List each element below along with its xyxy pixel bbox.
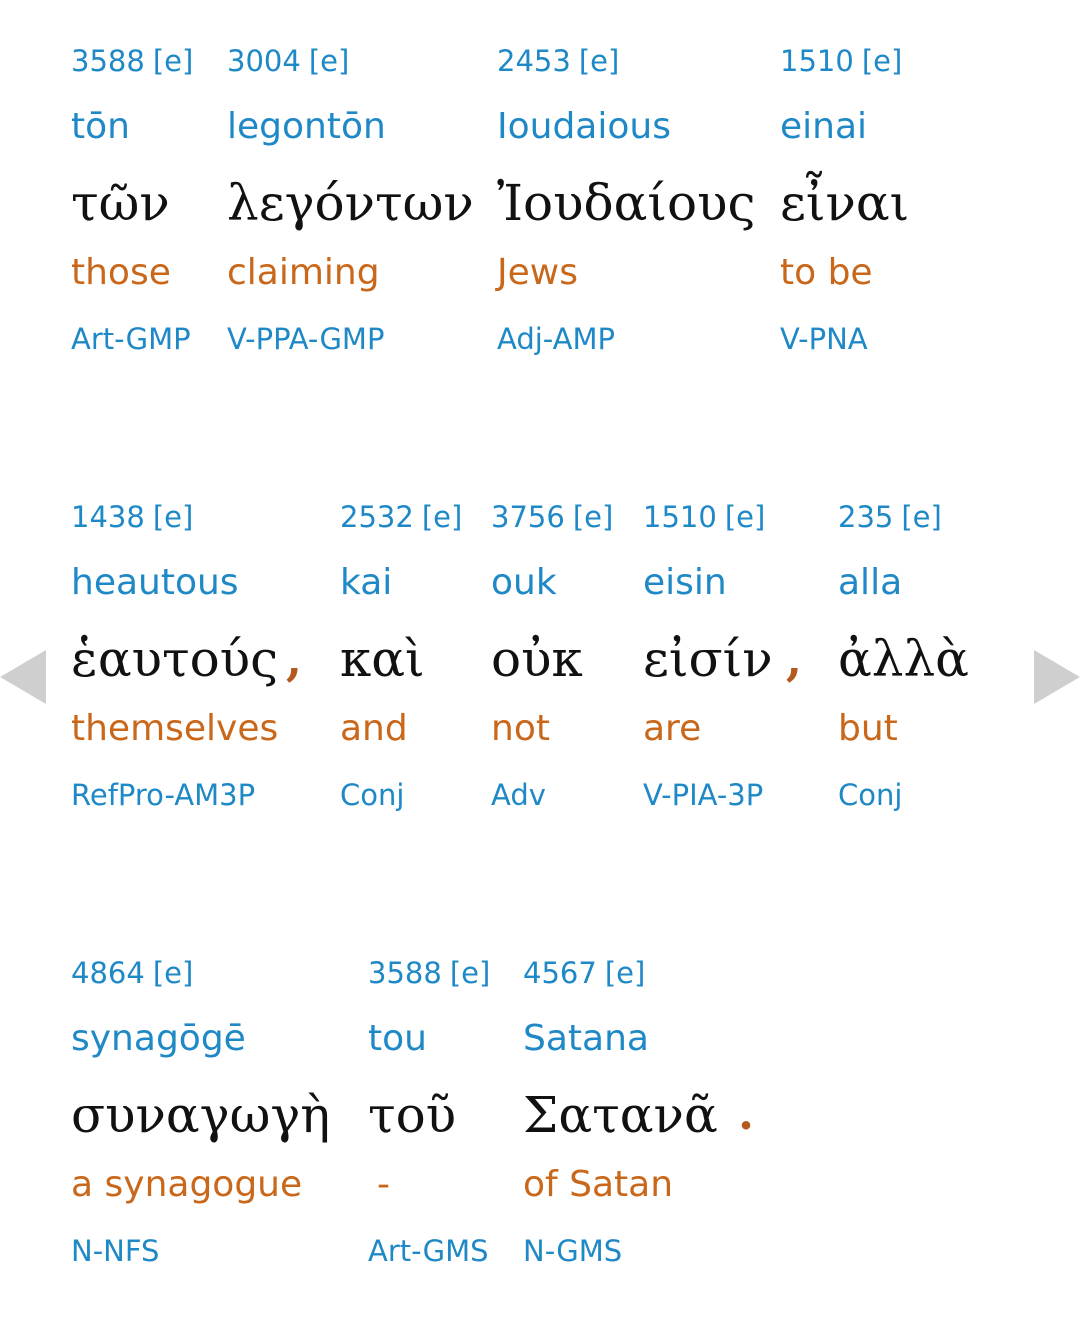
strongs-number[interactable]: 3756 [e] — [491, 500, 614, 534]
ext-link[interactable]: [e] — [724, 500, 766, 534]
english-gloss: - — [377, 1164, 390, 1205]
transliteration[interactable]: alla — [838, 562, 903, 603]
strongs-number[interactable]: 3588 [e] — [71, 44, 194, 78]
parsing-code[interactable]: V-PIA-3P — [643, 778, 764, 812]
english-gloss: themselves — [71, 708, 279, 749]
strongs-number[interactable]: 2532 [e] — [340, 500, 463, 534]
transliteration[interactable]: tōn — [71, 106, 130, 147]
greek-word[interactable]: Ἰουδαίους — [497, 174, 756, 232]
comma-punctuation: , — [286, 632, 303, 686]
parsing-code[interactable]: RefPro-AM3P — [71, 778, 256, 812]
english-gloss: claiming — [227, 252, 380, 293]
transliteration[interactable]: ouk — [491, 562, 557, 603]
parsing-code[interactable]: V-PPA-GMP — [227, 322, 385, 356]
greek-word[interactable]: καὶ — [340, 630, 425, 688]
english-gloss: of Satan — [523, 1164, 674, 1205]
transliteration[interactable]: legontōn — [227, 106, 386, 147]
strongs-number[interactable]: 4567 [e] — [523, 956, 646, 990]
transliteration[interactable]: Ioudaious — [497, 106, 671, 147]
ext-link[interactable]: [e] — [152, 44, 194, 78]
english-gloss: to be — [780, 252, 873, 293]
next-verse-arrow-icon[interactable] — [1034, 650, 1080, 704]
strongs-number[interactable]: 235 [e] — [838, 500, 942, 534]
greek-word[interactable]: εἶναι — [780, 174, 910, 232]
parsing-code[interactable]: Art-GMP — [71, 322, 191, 356]
english-gloss: not — [491, 708, 550, 749]
parsing-code[interactable]: N-GMS — [523, 1234, 623, 1268]
transliteration[interactable]: eisin — [643, 562, 727, 603]
parsing-code[interactable]: Conj — [838, 778, 903, 812]
ext-link[interactable]: [e] — [152, 500, 194, 534]
ext-link[interactable]: [e] — [572, 500, 614, 534]
strongs-number[interactable]: 3588 [e] — [368, 956, 491, 990]
ext-link[interactable]: [e] — [308, 44, 350, 78]
parsing-code[interactable]: Conj — [340, 778, 405, 812]
transliteration[interactable]: kai — [340, 562, 393, 603]
ext-link[interactable]: [e] — [861, 44, 903, 78]
ext-link[interactable]: [e] — [421, 500, 463, 534]
period-punctuation: . — [738, 1086, 755, 1140]
english-gloss: Jews — [497, 252, 578, 293]
ext-link[interactable]: [e] — [449, 956, 491, 990]
transliteration[interactable]: Satana — [523, 1018, 649, 1059]
transliteration[interactable]: einai — [780, 106, 868, 147]
english-gloss: and — [340, 708, 408, 749]
previous-verse-arrow-icon[interactable] — [0, 650, 46, 704]
greek-word[interactable]: ἑαυτούς — [71, 630, 279, 688]
parsing-code[interactable]: N-NFS — [71, 1234, 160, 1268]
transliteration[interactable]: tou — [368, 1018, 427, 1059]
strongs-number[interactable]: 4864 [e] — [71, 956, 194, 990]
english-gloss: but — [838, 708, 898, 749]
parsing-code[interactable]: V-PNA — [780, 322, 868, 356]
parsing-code[interactable]: Adv — [491, 778, 546, 812]
greek-word[interactable]: Σατανᾶ — [523, 1086, 718, 1144]
comma-punctuation: , — [786, 632, 803, 686]
greek-word[interactable]: λεγόντων — [227, 174, 474, 232]
greek-word[interactable]: εἰσίν — [643, 630, 773, 688]
strongs-number[interactable]: 1438 [e] — [71, 500, 194, 534]
ext-link[interactable]: [e] — [604, 956, 646, 990]
parsing-code[interactable]: Adj-AMP — [497, 322, 615, 356]
strongs-number[interactable]: 1510 [e] — [780, 44, 903, 78]
strongs-number[interactable]: 1510 [e] — [643, 500, 766, 534]
english-gloss: a synagogue — [71, 1164, 303, 1205]
transliteration[interactable]: heautous — [71, 562, 239, 603]
transliteration[interactable]: synagōgē — [71, 1018, 246, 1059]
greek-word[interactable]: τοῦ — [368, 1086, 457, 1144]
greek-word[interactable]: ἀλλὰ — [838, 630, 969, 688]
greek-word[interactable]: τῶν — [71, 174, 170, 232]
parsing-code[interactable]: Art-GMS — [368, 1234, 489, 1268]
strongs-number[interactable]: 3004 [e] — [227, 44, 350, 78]
ext-link[interactable]: [e] — [578, 44, 620, 78]
ext-link[interactable]: [e] — [152, 956, 194, 990]
ext-link[interactable]: [e] — [901, 500, 942, 534]
english-gloss: are — [643, 708, 702, 749]
english-gloss: those — [71, 252, 171, 293]
strongs-number[interactable]: 2453 [e] — [497, 44, 620, 78]
greek-word[interactable]: συναγωγὴ — [71, 1086, 331, 1144]
greek-word[interactable]: οὐκ — [491, 630, 583, 688]
